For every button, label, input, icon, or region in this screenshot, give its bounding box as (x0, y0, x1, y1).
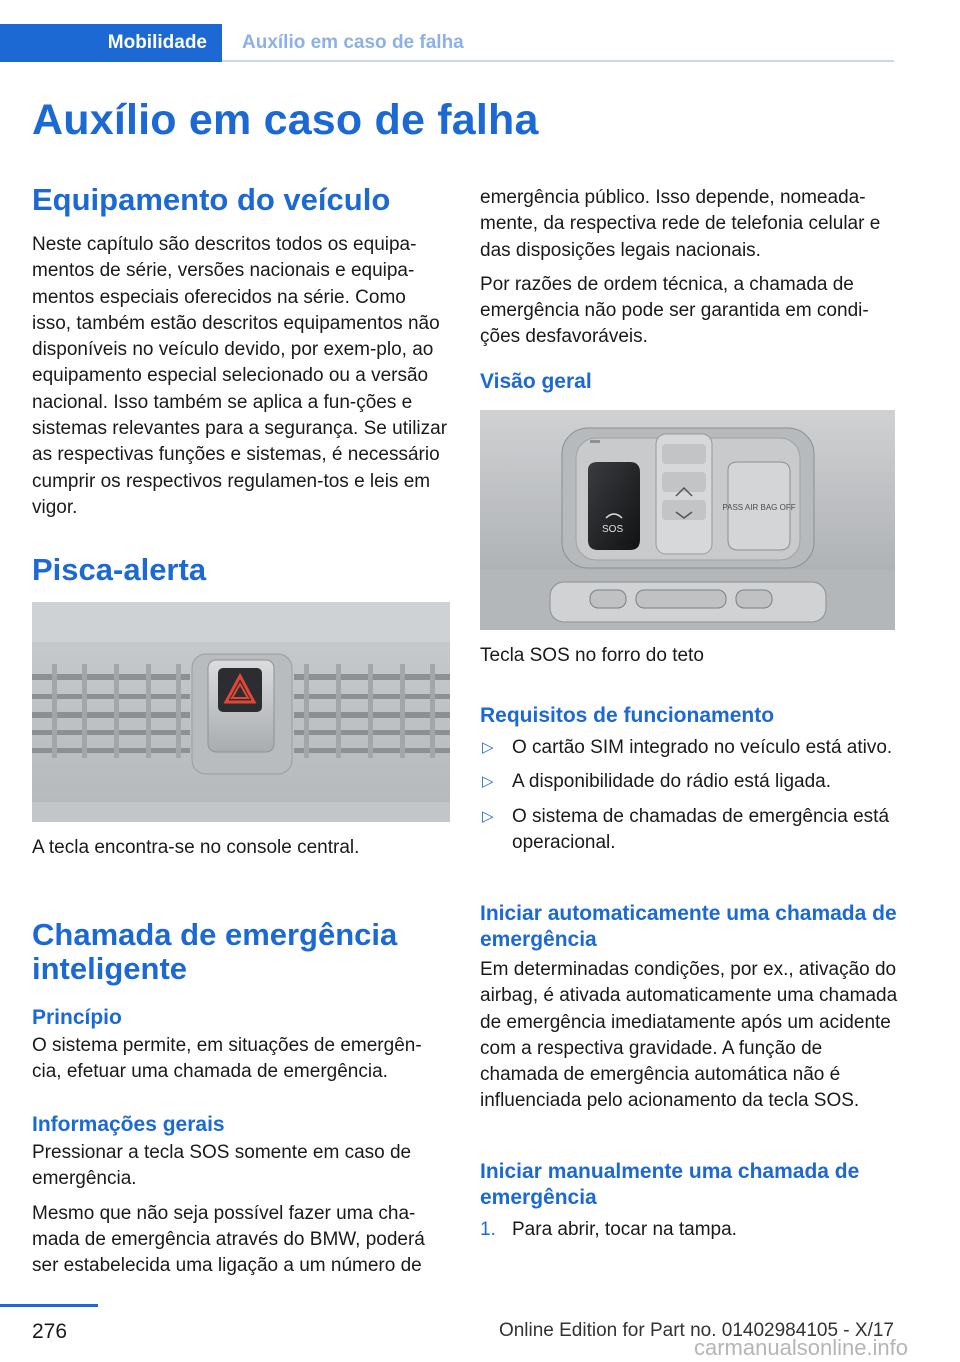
requirement-item (480, 769, 898, 795)
sos-button-image (480, 410, 895, 630)
header-divider (222, 60, 894, 62)
header-section-tab (0, 24, 222, 62)
page-number: 276 (32, 1320, 68, 1343)
subsection-principio (32, 1005, 450, 1086)
triangle-bullet-icon: ▷ (482, 807, 494, 825)
sos-caption: Tecla SOS no forro do teto (480, 645, 704, 666)
principio-body: O sistema permite, em situações de emergên-cia, efetuar uma chamada de emergência. (32, 1035, 422, 1083)
subsection-iniciar-auto (480, 901, 898, 1115)
sos-caption-wrap (480, 643, 898, 669)
requirement-item (480, 735, 898, 761)
requirement-item (480, 804, 898, 857)
triangle-bullet-icon: ▷ (482, 773, 494, 791)
subsection-title-informacoes-gerais: Informações gerais (32, 1113, 225, 1136)
section-title-equipamento: Equipamento do veículo (32, 182, 391, 217)
footer-rule (0, 1304, 98, 1307)
equipamento-body: Neste capítulo são descritos todos os equipa-mentos de série, versões nacionais e equipa-mentos especiais oferecidos na série. Como isso, também estão descritos equipamentos não disponíveis no veículo devido, por exem-plo, ao equipamento especial selecionado ou a versão nacional. Isso também se aplica a fun-ções e sistemas relevantes para a segurança. Se utilizar as respectivas funções e sistemas, é necessário cumprir os respectivos regulamen-tos e leis em vigor. (32, 234, 448, 518)
iniciar-auto-body: Em determinadas condições, por ex., ativação do airbag, é ativada automaticamente uma chamada de emergência imediatamente após um acidente com a respectiva gravidade. A função de chamada de emergência automática não é influenciada pelo acionamento da tecla SOS. (480, 959, 898, 1112)
watermark: carmanualsonline.info (694, 1335, 909, 1360)
informacoes-gerais-p1: Pressionar a tecla SOS somente em caso de emergência. (32, 1142, 412, 1190)
subsection-requisitos (480, 703, 898, 856)
equipamento-body-wrap (32, 232, 450, 521)
step-number: 1. (480, 1219, 496, 1240)
footer-edition: Online Edition for Part no. 01402984105 - X/17 (498, 1320, 894, 1341)
continued-p2: Por razões de ordem técnica, a chamada de emergência não pode ser garantida em condi-ções desfavoráveis. (480, 273, 869, 348)
subsection-title-iniciar-manual: Iniciar manualmente uma chamada de emergência (480, 1160, 860, 1209)
section-chamada-emergencia (32, 918, 450, 986)
section-title-chamada-emergencia: Chamada de emergência inteligente (32, 917, 398, 986)
airbag-image-label: PASS AIR BAG OFF (722, 503, 796, 512)
hazard-caption: A tecla encontra-se no console central. (32, 837, 360, 858)
subsection-title-iniciar-auto: Iniciar automaticamente uma chamada de emergência (480, 902, 897, 951)
section-equipamento (32, 183, 450, 217)
chapter-title: Auxílio em caso de falha (32, 96, 539, 144)
manual-step-item (480, 1217, 898, 1243)
hazard-caption-wrap (32, 835, 450, 861)
section-title-pisca-alerta: Pisca-alerta (32, 552, 207, 587)
informacoes-gerais-p2: Mesmo que não seja possível fazer uma cha-mada de emergência através do BMW, poderá ser estabelecida uma ligação a um número de (32, 1202, 425, 1277)
header-section-label: Mobilidade (107, 32, 207, 53)
hazard-illustration (32, 602, 450, 822)
sos-illustration (480, 410, 895, 630)
subsection-visao-geral (480, 369, 898, 395)
hazard-button-image (32, 602, 450, 822)
sos-image-label: SOS (602, 524, 624, 535)
continued-p1: emergência público. Isso depende, nomeada-mente, da respectiva rede de telefonia celular e das disposições legais nacionais. (480, 187, 881, 261)
requirement-text: O sistema de chamadas de emergência está operacional. (512, 805, 890, 853)
continued-text (480, 185, 898, 351)
subsection-informacoes-gerais (32, 1112, 450, 1279)
subsection-title-visao-geral: Visão geral (480, 370, 592, 393)
header-chapter-label: Auxílio em caso de falha (242, 32, 464, 53)
requirement-text: A disponibilidade do rádio está ligada. (512, 771, 832, 793)
subsection-title-principio: Princípio (32, 1006, 122, 1029)
subsection-title-requisitos: Requisitos de funcionamento (480, 704, 775, 727)
section-pisca-alerta (32, 553, 450, 587)
triangle-bullet-icon: ▷ (482, 739, 494, 756)
requirement-text: O cartão SIM integrado no veículo está ativo. (512, 737, 893, 758)
step-text: Para abrir, tocar na tampa. (512, 1219, 737, 1240)
subsection-iniciar-manual (480, 1159, 898, 1243)
requirements-list (480, 735, 898, 856)
